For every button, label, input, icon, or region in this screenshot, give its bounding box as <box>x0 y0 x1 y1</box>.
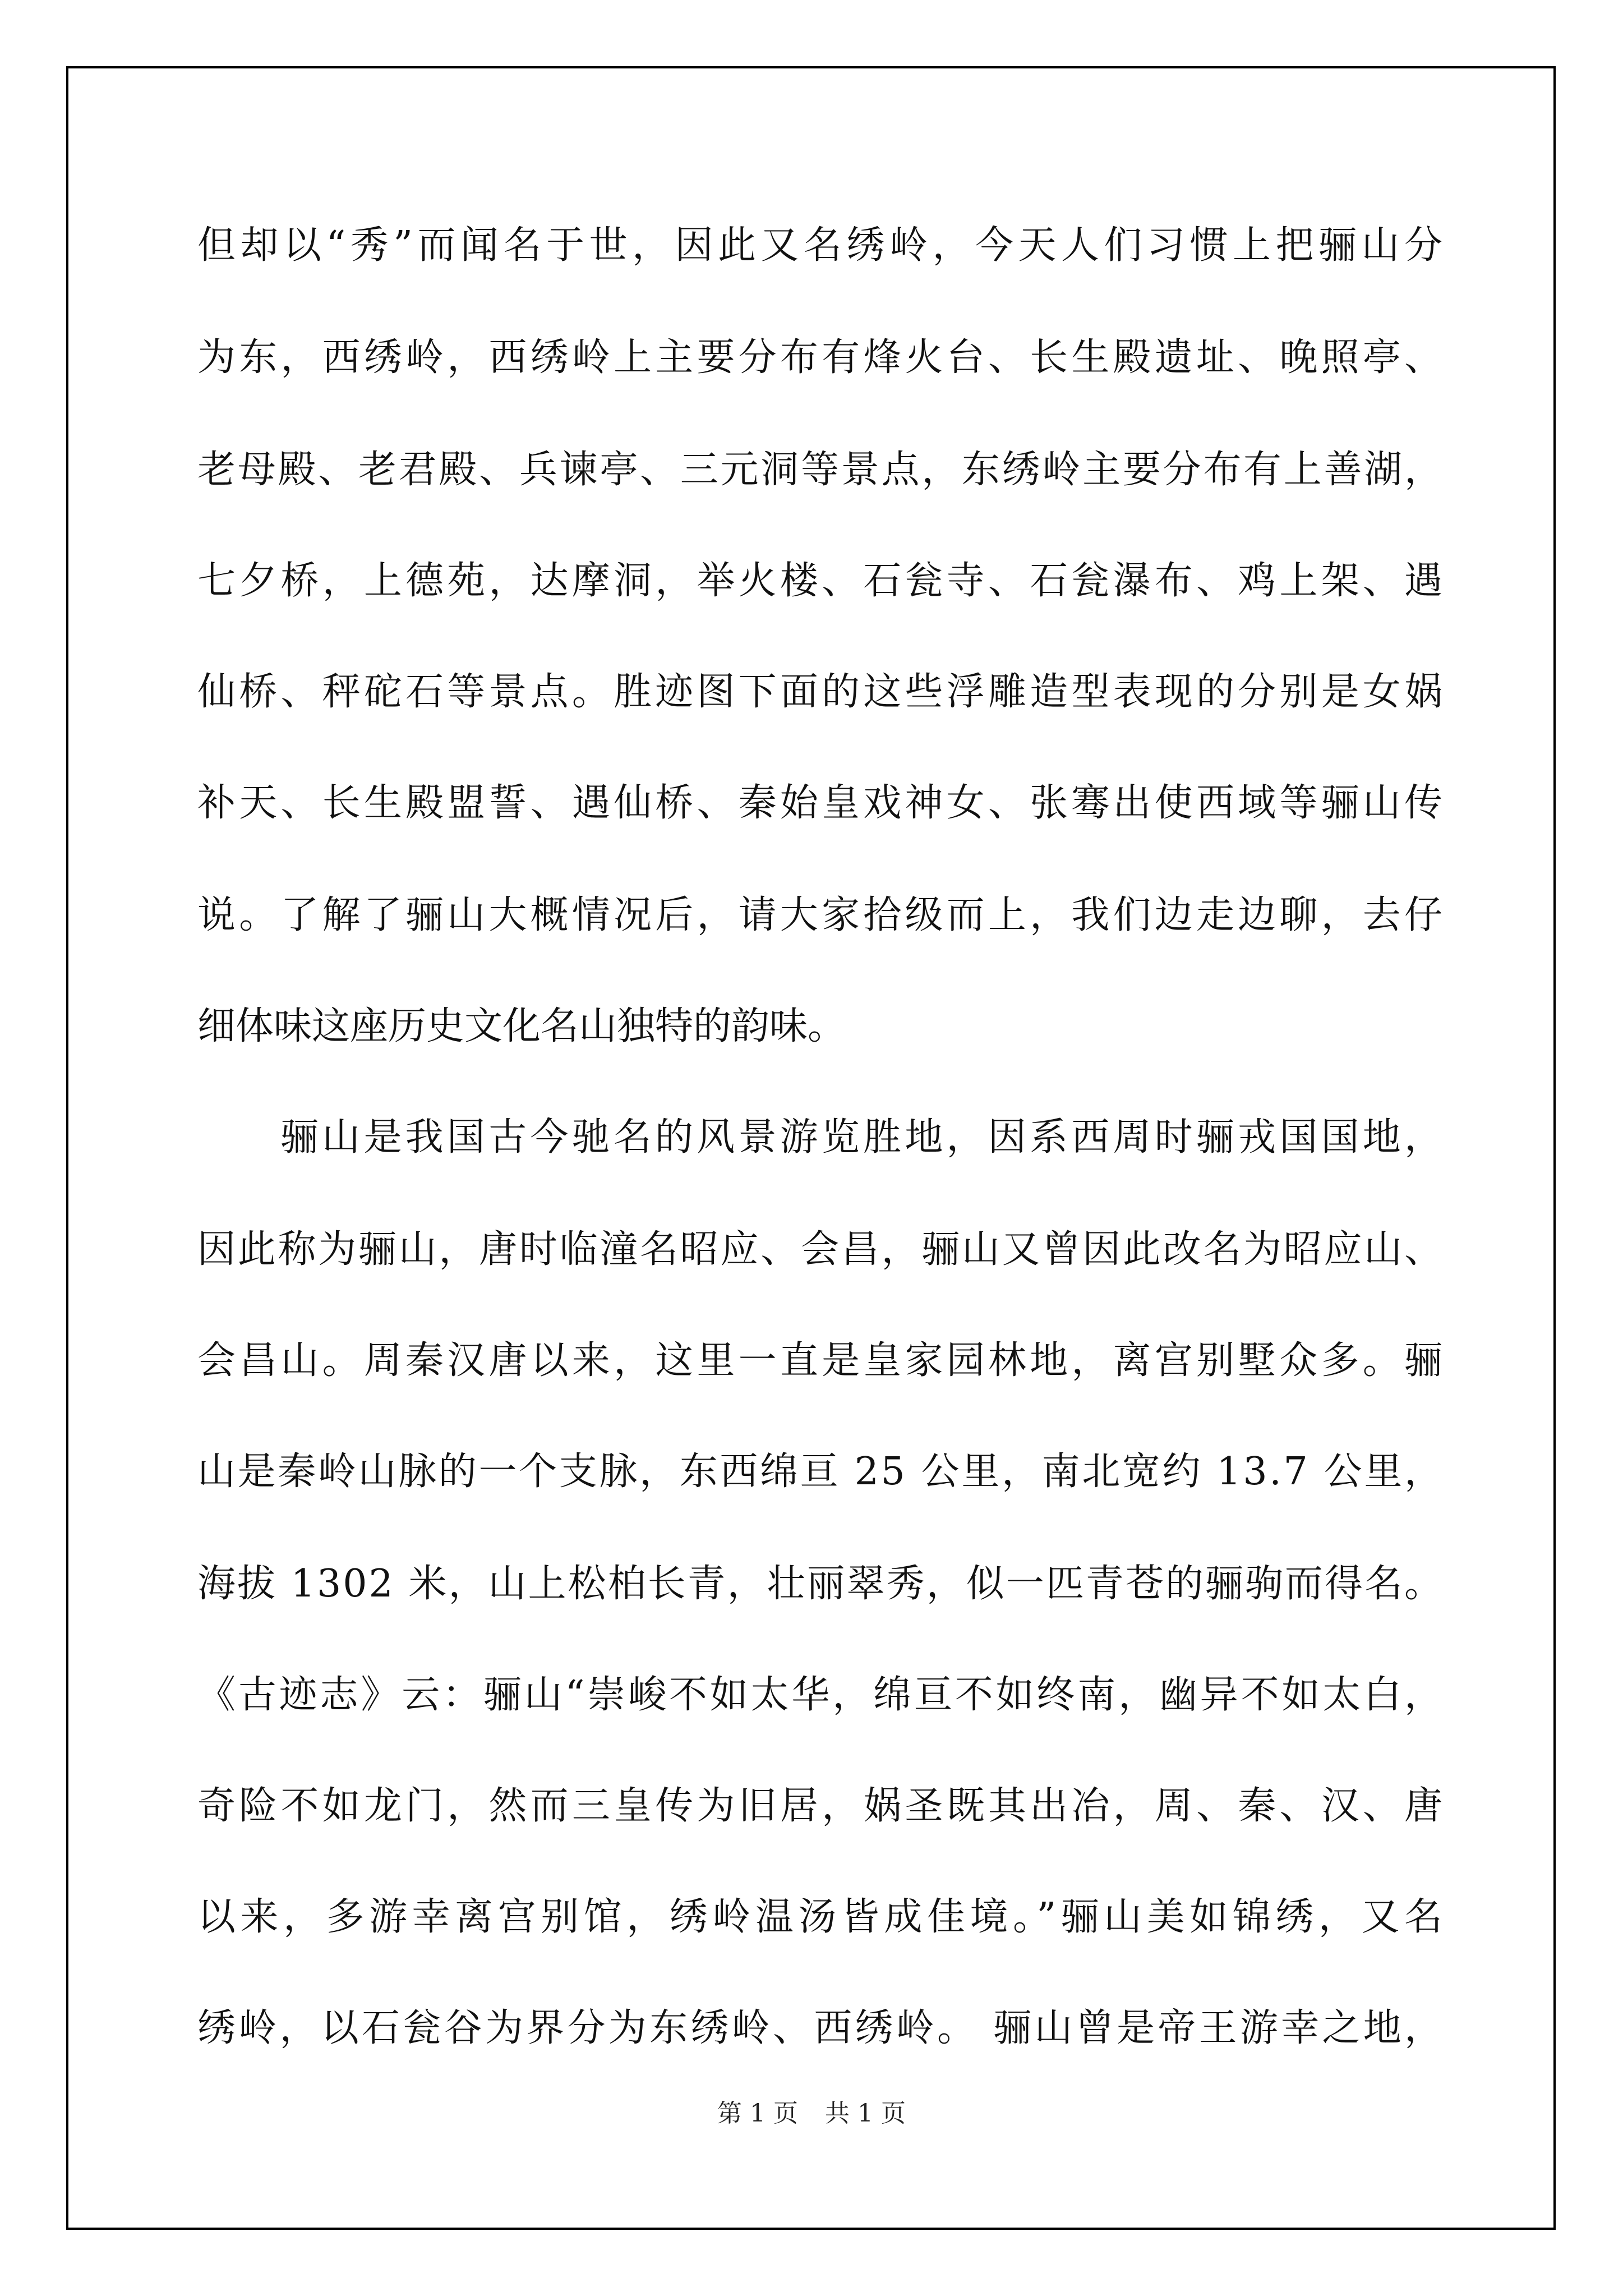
body-line-12: 山是秦岭山脉的一个支脉，东西绵亘 25 公里，南北宽约 13.7 公里， <box>197 1450 1445 1494</box>
paragraph-2-first-line: 骊山是我国古今驰名的风景游览胜地，因系西周时骊戎国国地， <box>280 1115 1446 1159</box>
body-line-16: 以来，多游幸离宫别馆，绣岭温汤皆成佳境。”骊山美如锦绣，又名 <box>197 1895 1447 1939</box>
body-line-3: 老母殿、老君殿、兵谏亭、三元洞等景点，东绣岭主要分布有上善湖， <box>197 448 1445 492</box>
body-line-8: 细体味这座历史文化名山独特的韵味。 <box>197 1004 846 1048</box>
body-line-11: 会昌山。周秦汉唐以来，这里一直是皇家园林地，离宫别墅众多。骊 <box>197 1338 1446 1383</box>
body-line-1: 但却以“秀”而闻名于世，因此又名绣岭，今天人们习惯上把骊山分 <box>197 223 1447 268</box>
page-footer <box>0 2097 1623 2131</box>
body-line-10: 因此称为骊山，唐时临潼名昭应、会昌，骊山又曾因此改名为昭应山、 <box>197 1227 1445 1272</box>
page-number: 第 1 页 <box>717 2099 798 2128</box>
body-line-17: 绣岭，以石瓮谷为界分为东绣岭、西绣岭。 骊山曾是帝王游幸之地， <box>197 2006 1446 2050</box>
body-line-5: 仙桥、秤砣石等景点。胜迹图下面的这些浮雕造型表现的分别是女娲 <box>197 670 1446 714</box>
body-line-7: 说。了解了骊山大概情况后，请大家拾级而上，我们边走边聊，去仔 <box>197 893 1446 937</box>
body-line-6: 补天、长生殿盟誓、遇仙桥、秦始皇戏神女、张骞出使西域等骊山传 <box>197 781 1446 825</box>
body-line-15: 奇险不如龙门，然而三皇传为旧居，娲圣既其出冶，周、秦、汉、唐 <box>197 1784 1446 1828</box>
body-line-13: 海拔 1302 米，山上松柏长青，壮丽翠秀，似一匹青苍的骊驹而得名。 <box>197 1562 1445 1606</box>
body-line-4: 七夕桥，上德苑，达摩洞，举火楼、石瓮寺、石瓮瀑布、鸡上架、遇 <box>197 559 1446 603</box>
page-total: 共 1 页 <box>825 2099 906 2128</box>
body-line-2: 为东，西绣岭，西绣岭上主要分布有烽火台、长生殿遗址、晚照亭、 <box>197 335 1446 380</box>
body-line-14: 《古迹志》云：骊山“崇峻不如太华，绵亘不如终南，幽异不如太白， <box>197 1673 1445 1717</box>
